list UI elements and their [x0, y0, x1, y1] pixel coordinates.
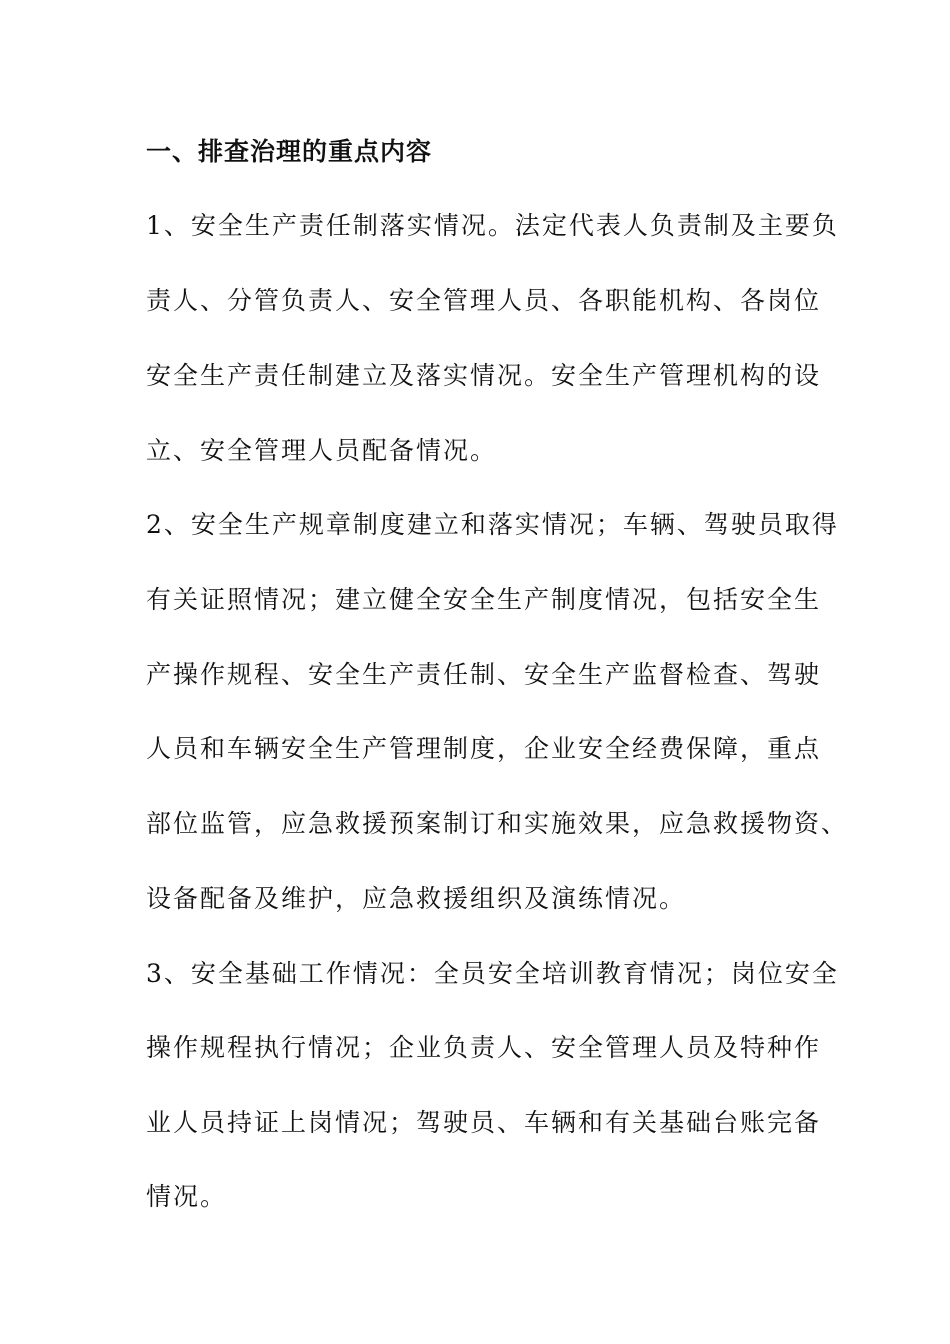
paragraph-line-5: 2、安全生产规章制度建立和落实情况；车辆、驾驶员取得 — [146, 510, 839, 539]
paragraph-line-3: 安全生产责任制建立及落实情况。安全生产管理机构的设 — [146, 361, 822, 390]
paragraph-line-11: 3、安全基础工作情况：全员安全培训教育情况；岗位安全 — [146, 959, 839, 988]
paragraph-line-13: 业人员持证上岗情况；驾驶员、车辆和有关基础台账完备 — [146, 1108, 822, 1137]
paragraph-line-7: 产操作规程、安全生产责任制、安全生产监督检查、驾驶 — [146, 660, 822, 689]
paragraph-line-1: 1、安全生产责任制落实情况。法定代表人负责制及主要负 — [146, 211, 839, 240]
paragraph-line-12: 操作规程执行情况；企业负责人、安全管理人员及特种作 — [146, 1033, 822, 1062]
paragraph-line-2: 责人、分管负责人、安全管理人员、各职能机构、各岗位 — [146, 286, 822, 315]
paragraph-line-10: 设备配备及维护，应急救援组织及演练情况。 — [146, 884, 687, 913]
paragraph-line-9: 部位监管，应急救援预案制订和实施效果，应急救援物资、 — [146, 809, 849, 838]
paragraph-line-6: 有关证照情况；建立健全安全生产制度情况，包括安全生 — [146, 585, 822, 614]
paragraph-line-8: 人员和车辆安全生产管理制度，企业安全经费保障，重点 — [146, 734, 822, 763]
section-heading: 一、排查治理的重点内容 — [146, 137, 433, 166]
paragraph-line-14: 情况。 — [146, 1182, 228, 1211]
paragraph-line-4: 立、安全管理人员配备情况。 — [146, 436, 498, 465]
